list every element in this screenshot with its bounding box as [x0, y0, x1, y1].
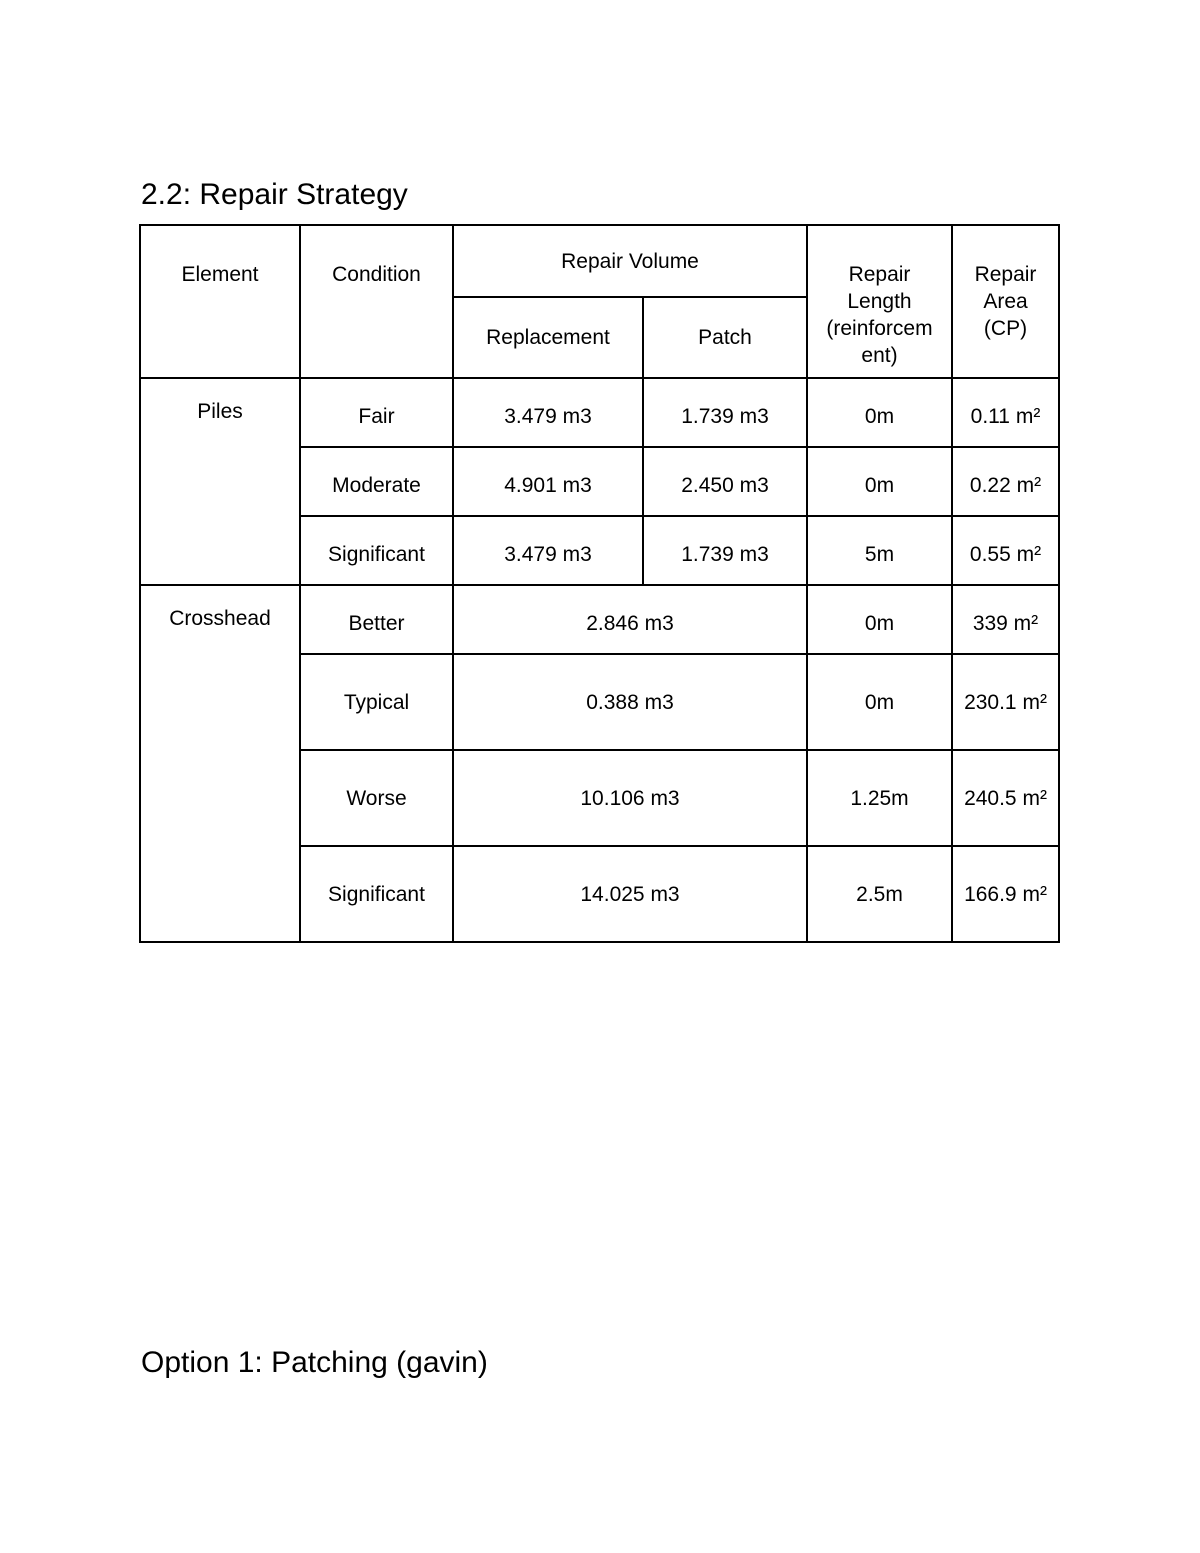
- header-repair-length: Repair Length (reinforcem ent): [807, 225, 952, 378]
- header-repair-volume: Repair Volume: [453, 225, 807, 297]
- header-patch: Patch: [643, 297, 807, 378]
- header-condition: Condition: [300, 225, 453, 378]
- area-cell: 0.22 m²: [952, 447, 1059, 516]
- replacement-cell: 3.479 m3: [453, 516, 643, 585]
- area-cell: 230.1 m²: [952, 654, 1059, 750]
- volume-cell: 2.846 m3: [453, 585, 807, 654]
- header-row: [140, 225, 1059, 297]
- repair-strategy-table: [139, 224, 1060, 943]
- length-cell: 0m: [807, 447, 952, 516]
- condition-cell: Typical: [300, 654, 453, 750]
- area-cell: 240.5 m²: [952, 750, 1059, 846]
- condition-cell: Better: [300, 585, 453, 654]
- table-row: [140, 585, 1059, 654]
- condition-cell: Significant: [300, 846, 453, 942]
- volume-cell: 0.388 m3: [453, 654, 807, 750]
- length-cell: 5m: [807, 516, 952, 585]
- condition-cell: Significant: [300, 516, 453, 585]
- header-element: Element: [140, 225, 300, 378]
- length-cell: 0m: [807, 378, 952, 447]
- element-cell: Piles: [140, 378, 300, 585]
- option-title: Option 1: Patching (gavin): [141, 1346, 488, 1379]
- length-cell: 0m: [807, 654, 952, 750]
- patch-cell: 1.739 m3: [643, 516, 807, 585]
- header-replacement: Replacement: [453, 297, 643, 378]
- condition-cell: Worse: [300, 750, 453, 846]
- length-cell: 1.25m: [807, 750, 952, 846]
- patch-cell: 1.739 m3: [643, 378, 807, 447]
- length-cell: 0m: [807, 585, 952, 654]
- replacement-cell: 4.901 m3: [453, 447, 643, 516]
- replacement-cell: 3.479 m3: [453, 378, 643, 447]
- area-cell: 0.11 m²: [952, 378, 1059, 447]
- condition-cell: Fair: [300, 378, 453, 447]
- length-cell: 2.5m: [807, 846, 952, 942]
- header-repair-area: Repair Area (CP): [952, 225, 1059, 378]
- section-title: 2.2: Repair Strategy: [141, 178, 408, 211]
- element-cell: Crosshead: [140, 585, 300, 942]
- condition-cell: Moderate: [300, 447, 453, 516]
- area-cell: 0.55 m²: [952, 516, 1059, 585]
- area-cell: 339 m²: [952, 585, 1059, 654]
- volume-cell: 10.106 m3: [453, 750, 807, 846]
- area-cell: 166.9 m²: [952, 846, 1059, 942]
- patch-cell: 2.450 m3: [643, 447, 807, 516]
- table-row: [140, 378, 1059, 447]
- volume-cell: 14.025 m3: [453, 846, 807, 942]
